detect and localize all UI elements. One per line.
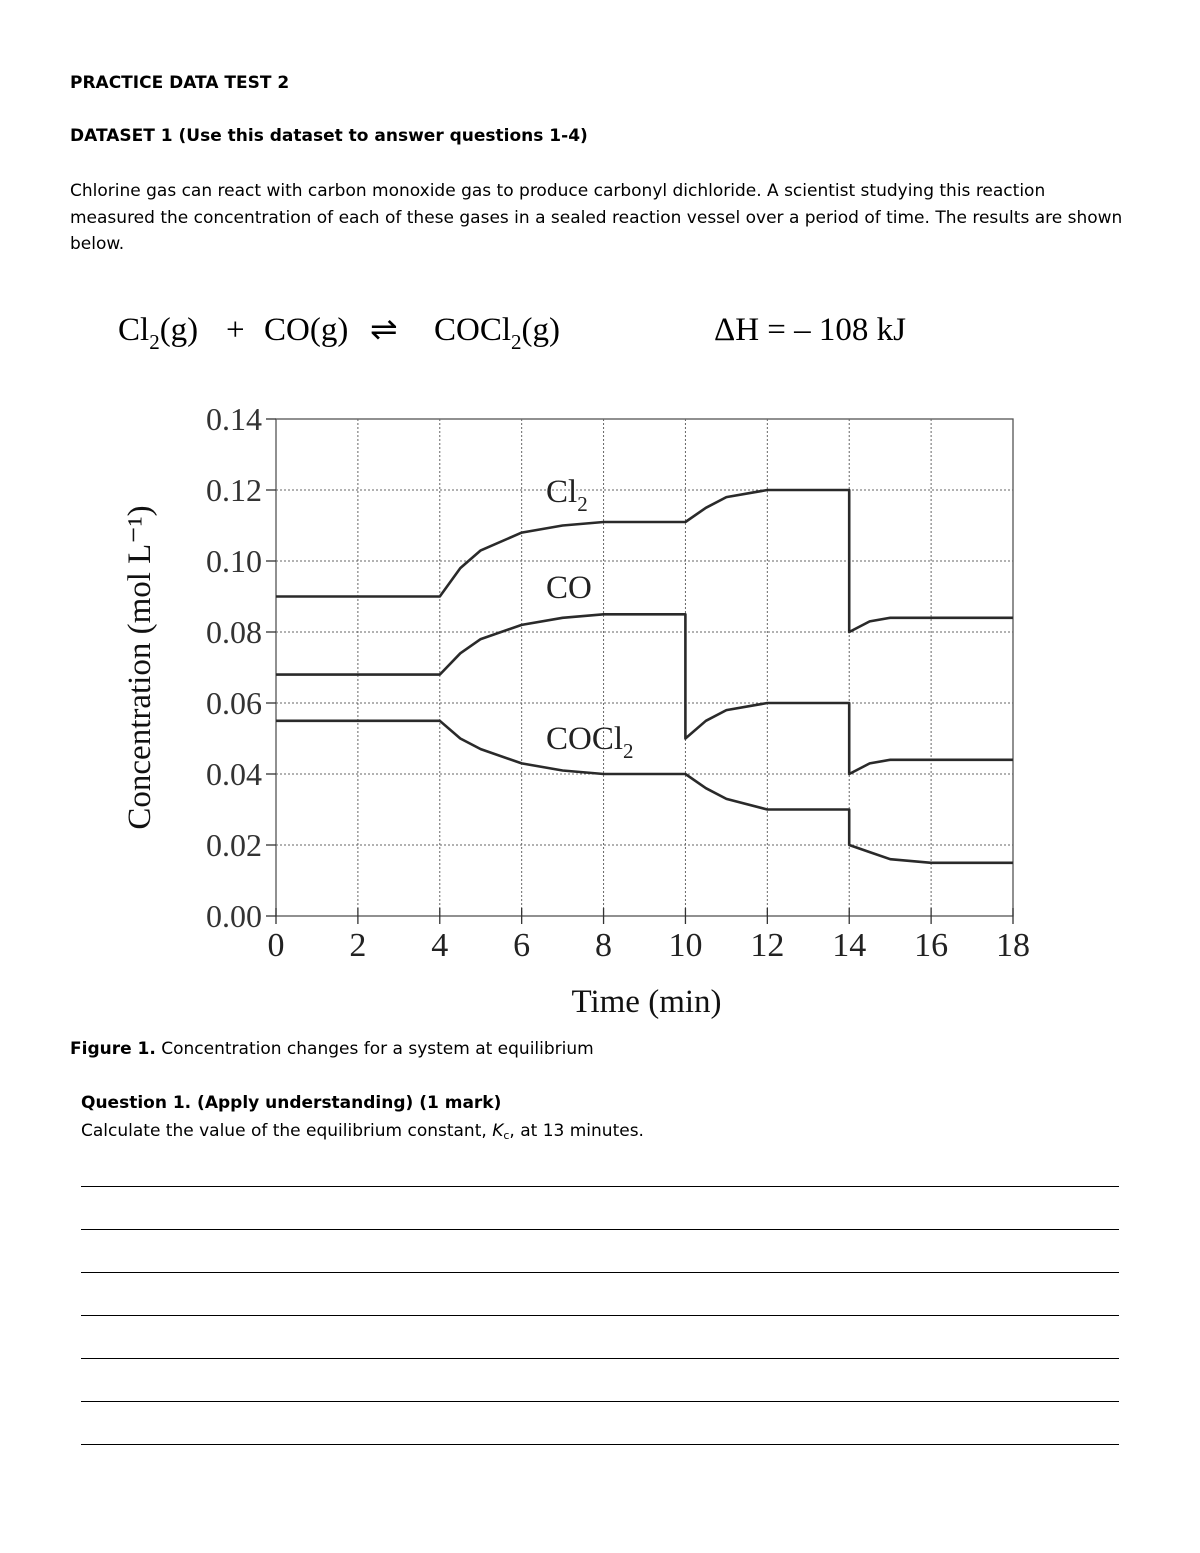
answer-line[interactable] — [81, 1272, 1119, 1273]
answer-line[interactable] — [81, 1444, 1119, 1445]
equation-reactants — [118, 312, 198, 354]
answer-line[interactable] — [81, 1186, 1119, 1187]
x-tick-label: 10 — [668, 927, 703, 964]
y-tick-label: 0.10 — [206, 543, 262, 579]
y-tick-label: 0.04 — [206, 756, 262, 792]
y-tick-label: 0.06 — [206, 685, 262, 721]
figure-caption-label: Figure 1. — [70, 1039, 156, 1059]
figure-caption-text: Concentration changes for a system at equilibrium — [155, 1039, 594, 1059]
x-tick-label: 18 — [996, 927, 1030, 964]
x-tick-label: 12 — [750, 927, 785, 964]
intro-paragraph: Chlorine gas can react with carbon monoxide gas to produce carbonyl dichloride. A scientist studying this reaction measured the concentration of each of these gases in a sealed reaction vessel over a period of time. The results are shown below. — [70, 181, 1123, 254]
x-tick-label: 6 — [513, 927, 531, 964]
series-label-cl2: $Cl_2$ — [546, 474, 588, 516]
equation-co: CO(g) — [264, 312, 349, 348]
answer-line[interactable] — [81, 1315, 1119, 1316]
question-heading: Question 1. (Apply understanding) (1 mark) — [81, 1093, 502, 1113]
equation-cocl2: COCl — [434, 312, 512, 348]
answer-line[interactable] — [81, 1401, 1119, 1402]
concentration-chart — [0, 290, 1200, 1030]
plot-frame — [276, 419, 1013, 916]
x-tick-label: 2 — [349, 927, 367, 964]
page-title: PRACTICE DATA TEST 2 — [70, 73, 290, 93]
equation-cl2-state: (g) — [159, 312, 199, 348]
question-text-after: , at 13 minutes. — [509, 1121, 644, 1141]
x-tick-label: 14 — [832, 927, 867, 964]
equation-cocl2-sub: 2 — [511, 330, 522, 354]
dataset-heading: DATASET 1 (Use this dataset to answer questions 1-4) — [70, 126, 588, 146]
x-tick-label: 0 — [267, 927, 285, 964]
question-k: K — [492, 1121, 504, 1141]
equation-cocl2-state: (g) — [521, 312, 561, 348]
series-label-co: CO — [546, 570, 592, 606]
question-k-sub: c — [503, 1129, 510, 1142]
y-tick-label: 0.08 — [206, 614, 262, 650]
equation-plus: + — [226, 312, 245, 348]
x-axis-label: Time (min) — [571, 984, 722, 1020]
series-line-co — [276, 614, 1013, 774]
x-tick-label: 8 — [595, 927, 613, 964]
y-tick-label: 0.14 — [206, 401, 262, 437]
y-tick-label: 0.00 — [206, 898, 262, 934]
x-tick-label: 4 — [431, 927, 449, 964]
question-text — [81, 1121, 644, 1142]
equation-product — [434, 312, 560, 354]
figure-caption — [70, 1039, 594, 1059]
y-tick-label: 0.12 — [206, 472, 262, 508]
y-axis-label: Concentration (mol L⁻¹) — [122, 505, 158, 830]
y-tick-label: 0.02 — [206, 827, 262, 863]
answer-line[interactable] — [81, 1229, 1119, 1230]
series-line-cocl2 — [276, 721, 1013, 863]
equation-arrow: ⇌ — [370, 312, 398, 348]
x-tick-label: 16 — [914, 927, 949, 964]
equation-cl2-sub: 2 — [149, 330, 160, 354]
enthalpy-change: ΔH = – 108 kJ — [714, 312, 907, 348]
answer-line[interactable] — [81, 1358, 1119, 1359]
question-text-before: Calculate the value of the equilibrium constant, — [81, 1121, 493, 1141]
equation-cl2: Cl — [118, 312, 150, 348]
series-label-cocl2: COCl$_2$ — [546, 721, 634, 763]
